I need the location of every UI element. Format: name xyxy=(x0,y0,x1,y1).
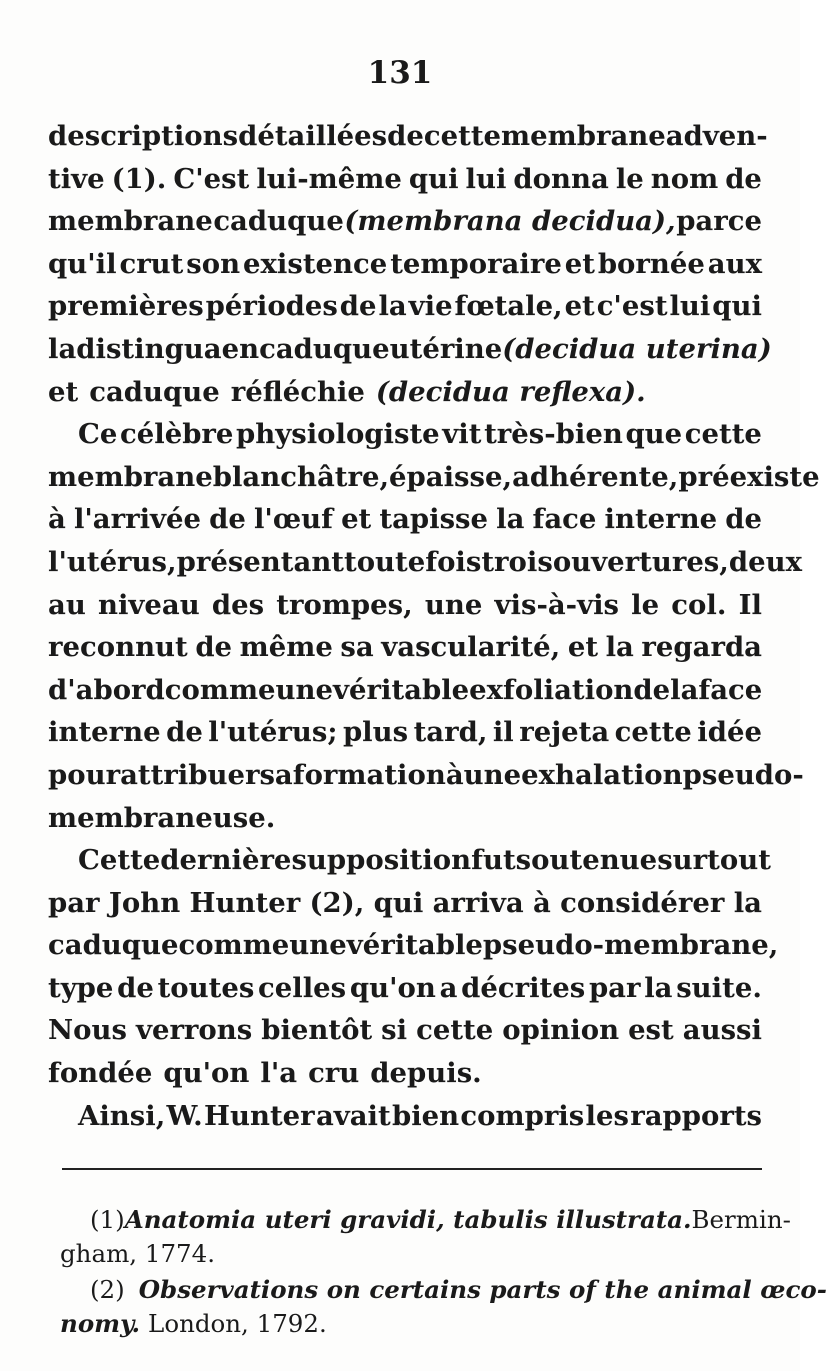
word: la xyxy=(496,503,525,536)
word: trois xyxy=(481,545,553,578)
word: qui xyxy=(408,162,459,195)
word: a xyxy=(439,971,458,1004)
word: à xyxy=(445,758,464,791)
word: ouvertures, xyxy=(552,545,729,578)
word: il xyxy=(492,716,514,749)
word: l'arrivée xyxy=(73,503,202,536)
word: caduque xyxy=(213,205,344,238)
word: l'a xyxy=(260,1057,298,1090)
footnote-1-continuation: gham, 1774. xyxy=(60,1239,216,1268)
word: lui xyxy=(465,162,507,195)
word: préexiste xyxy=(678,460,820,493)
text-line xyxy=(48,669,762,712)
word: regarda xyxy=(641,631,762,664)
word: nom xyxy=(650,162,719,195)
word: qu'on xyxy=(349,971,436,1004)
word: (decidua reflexa). xyxy=(375,375,646,408)
word: compris xyxy=(460,1099,585,1132)
word: membrane xyxy=(48,460,213,493)
word: une xyxy=(463,758,522,791)
text-line xyxy=(48,328,772,371)
text-line xyxy=(48,200,762,243)
word: c'est xyxy=(596,290,668,323)
word: dernière xyxy=(160,844,292,877)
footnote-2 xyxy=(60,1273,827,1341)
word: les xyxy=(585,1099,629,1132)
word: véritable xyxy=(346,929,483,962)
word: pseudo- xyxy=(682,758,804,791)
text-line xyxy=(48,498,762,541)
word: une xyxy=(424,588,483,621)
footnote-2-imprint: London, 1792. xyxy=(148,1309,327,1338)
word: tapisse xyxy=(379,503,489,536)
word: membrane xyxy=(501,120,666,152)
word: comme xyxy=(178,929,290,962)
word: face xyxy=(698,673,763,706)
word: Nous xyxy=(48,1014,127,1047)
word: toutes xyxy=(157,971,255,1004)
word: rapports xyxy=(630,1099,762,1132)
word: attribuer xyxy=(120,758,260,791)
word: célèbre xyxy=(120,418,234,451)
word: cette xyxy=(614,716,692,749)
word: très-bien xyxy=(484,418,623,451)
word: Il xyxy=(738,588,762,621)
word: fœtale, xyxy=(454,290,563,323)
word: qu'il xyxy=(48,247,117,280)
text-line xyxy=(48,882,762,925)
text-line xyxy=(48,243,762,286)
word: utérine xyxy=(389,332,503,365)
word: son xyxy=(186,247,241,280)
text-line xyxy=(48,626,762,669)
word: la xyxy=(605,631,634,664)
word: véritable xyxy=(333,673,470,706)
word: trompes, xyxy=(276,588,413,621)
word: membrane xyxy=(48,205,213,238)
word: toutefois xyxy=(344,545,482,578)
text-line xyxy=(48,413,762,456)
word: sa xyxy=(340,631,374,664)
word: de xyxy=(117,971,154,1004)
word: si xyxy=(381,1014,408,1047)
word: même xyxy=(239,631,333,664)
word: de xyxy=(725,162,762,195)
word: cru xyxy=(308,1057,360,1090)
word: adhérente, xyxy=(512,460,679,493)
word: adven- xyxy=(665,120,768,152)
text-line xyxy=(48,924,779,967)
word: crut xyxy=(119,247,184,280)
word: qu'on xyxy=(163,1057,250,1090)
word: vascularité, xyxy=(381,631,561,664)
word: (2), xyxy=(309,886,365,919)
word: bientôt xyxy=(261,1014,373,1047)
word: vit xyxy=(442,418,482,451)
word: exhalation xyxy=(521,758,683,791)
word: pour xyxy=(48,758,121,791)
word: fut xyxy=(471,844,516,877)
word: Ainsi, xyxy=(78,1099,166,1132)
footnote-1-line-2 xyxy=(60,1237,764,1271)
page-number: 131 xyxy=(367,55,433,91)
text-line xyxy=(48,456,820,499)
word: W. xyxy=(166,1099,203,1132)
word: blanchâtre, xyxy=(212,460,390,493)
footnote-1-line-1 xyxy=(60,1203,791,1237)
word: interne xyxy=(48,716,161,749)
word: John xyxy=(108,886,181,919)
word: celles xyxy=(258,971,347,1004)
word: la xyxy=(48,332,77,365)
word: à xyxy=(532,886,551,919)
word: à xyxy=(48,503,66,536)
word: épaisse, xyxy=(389,460,513,493)
footnote-2-marker: (2) xyxy=(90,1275,125,1304)
word: de xyxy=(387,120,424,152)
word: présentant xyxy=(176,545,345,578)
word: suite. xyxy=(676,971,762,1004)
text-line xyxy=(48,711,762,754)
word: reconnut xyxy=(48,631,188,664)
footnote-1-title: Anatomia uteri gravidi, tabulis illustrata. xyxy=(124,1205,692,1234)
word: le xyxy=(615,162,644,195)
word: tard, xyxy=(413,716,488,749)
text-line xyxy=(48,1052,762,1095)
word: et xyxy=(564,247,595,280)
word: l'utérus, xyxy=(48,545,177,578)
word: rejeta xyxy=(519,716,610,749)
word: et xyxy=(341,503,372,536)
word: par xyxy=(588,971,641,1004)
word: vis-à-vis xyxy=(494,588,619,621)
footnote-rule xyxy=(62,1168,762,1170)
word: tive xyxy=(48,162,105,195)
word: pseudo-membrane, xyxy=(482,929,779,962)
text-line xyxy=(48,1095,762,1138)
word: qui xyxy=(712,290,762,323)
word: périodes xyxy=(205,290,338,323)
word: et xyxy=(48,375,79,408)
text-line xyxy=(48,158,762,201)
word: Ce xyxy=(78,418,118,451)
word: type xyxy=(48,971,114,1004)
word: face xyxy=(532,503,597,536)
word: sa xyxy=(259,758,293,791)
text-line xyxy=(48,1009,762,1052)
word: vie xyxy=(408,290,453,323)
word: col. xyxy=(671,588,727,621)
word: distingua xyxy=(76,332,222,365)
word: détaillées xyxy=(238,120,388,152)
word: la xyxy=(378,290,407,323)
text-line xyxy=(48,754,804,797)
word: (membrana decidua), xyxy=(344,205,676,238)
word: niveau xyxy=(97,588,200,621)
word: Cette xyxy=(78,844,161,877)
word: plus xyxy=(342,716,409,749)
word: le xyxy=(631,588,660,621)
body-text xyxy=(48,115,820,1137)
word: caduque xyxy=(48,929,179,962)
text-line xyxy=(48,371,762,414)
footnotes xyxy=(60,1203,827,1343)
word: des xyxy=(211,588,265,621)
text-line xyxy=(48,584,762,627)
word: descriptions xyxy=(48,120,239,152)
word: cette xyxy=(416,1014,494,1047)
word: cette xyxy=(684,418,762,451)
word: décrites xyxy=(461,971,586,1004)
word: supposition xyxy=(291,844,472,877)
word: cette xyxy=(423,120,502,152)
footnote-1-marker: (1) xyxy=(90,1205,125,1234)
word: depuis. xyxy=(370,1057,482,1090)
word: (decidua uterina) xyxy=(502,332,772,365)
word: Hunter xyxy=(204,1099,315,1132)
word: la xyxy=(644,971,673,1004)
word: Hunter xyxy=(189,886,301,919)
word: parce xyxy=(676,205,762,238)
word: et xyxy=(564,290,595,323)
word: aussi xyxy=(682,1014,762,1047)
word: lui xyxy=(669,290,711,323)
word: lui-même xyxy=(256,162,402,195)
word: physiologiste xyxy=(236,418,440,451)
word: interne xyxy=(604,503,718,536)
word: de xyxy=(195,631,233,664)
word: de xyxy=(166,716,203,749)
word: soutenue xyxy=(515,844,658,877)
word: exfoliation xyxy=(469,673,634,706)
word: bien xyxy=(391,1099,460,1132)
word: et xyxy=(567,631,599,664)
word: que xyxy=(625,418,683,451)
word: de xyxy=(725,503,762,536)
word: temporaire xyxy=(390,247,562,280)
word: verrons xyxy=(135,1014,253,1047)
word: opinion xyxy=(502,1014,620,1047)
word: fondée xyxy=(48,1057,153,1090)
word: caduque xyxy=(89,375,220,408)
word: en xyxy=(221,332,260,365)
word: l'utérus; xyxy=(208,716,338,749)
word: formation xyxy=(292,758,446,791)
footnote-2-title-end: nomy. xyxy=(60,1309,141,1338)
word: une xyxy=(275,673,334,706)
text-line xyxy=(48,285,762,328)
word: bornée xyxy=(597,247,705,280)
word: surtout xyxy=(657,844,771,877)
word: une xyxy=(289,929,347,962)
word: considérer xyxy=(560,886,725,919)
footnote-2-title: Observations on certains parts of the animal œco- xyxy=(138,1275,827,1304)
word: au xyxy=(48,588,86,621)
footnote-2-line-2 xyxy=(60,1307,764,1341)
word: existence xyxy=(243,247,388,280)
word: membraneuse. xyxy=(48,801,276,834)
word: (1). xyxy=(111,162,167,195)
footnote-1-place: Bermin- xyxy=(691,1205,791,1234)
word: comme xyxy=(164,673,276,706)
word: avait xyxy=(315,1099,391,1132)
word: C'est xyxy=(173,162,250,195)
word: l'œuf xyxy=(253,503,333,536)
footnote-2-line-1 xyxy=(60,1273,827,1307)
text-line xyxy=(48,541,802,584)
word: la xyxy=(670,673,699,706)
word: réfléchie xyxy=(230,375,365,408)
word: d'abord xyxy=(48,673,165,706)
word: la xyxy=(733,886,762,919)
text-line xyxy=(48,115,768,158)
word: arriva xyxy=(432,886,524,919)
word: idée xyxy=(697,716,762,749)
word: qui xyxy=(373,886,424,919)
word: donna xyxy=(513,162,609,195)
text-line xyxy=(48,967,762,1010)
word: de xyxy=(339,290,377,323)
text-line xyxy=(48,839,771,882)
footnote-1 xyxy=(60,1203,791,1271)
word: aux xyxy=(707,247,762,280)
text-line xyxy=(48,797,762,840)
word: de xyxy=(209,503,246,536)
word: par xyxy=(48,886,100,919)
word: est xyxy=(628,1014,674,1047)
word: de xyxy=(633,673,671,706)
word: caduque xyxy=(259,332,390,365)
word: deux xyxy=(728,545,802,578)
word: premières xyxy=(48,290,204,323)
